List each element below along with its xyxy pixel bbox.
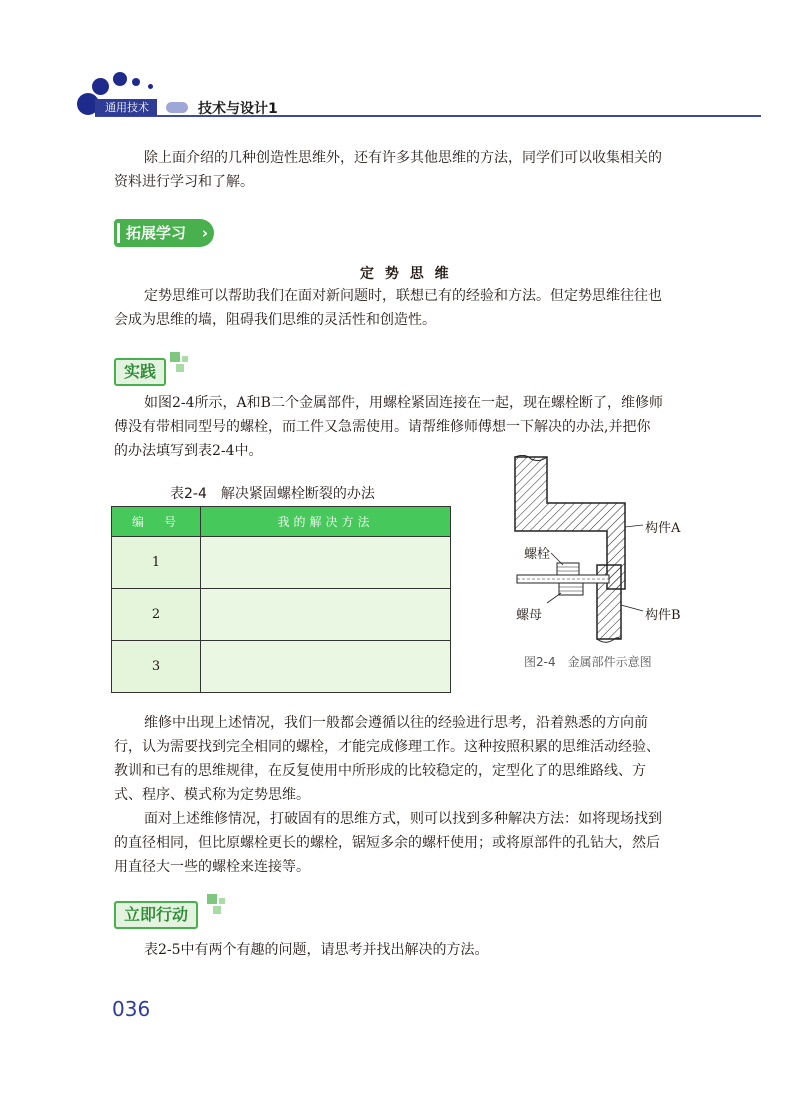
practice-line-1: 如图2-4所示，A和B二个金属部件，用螺栓紧固连接在一起，现在螺栓断了，维修师 (144, 395, 663, 411)
extension-badge (114, 219, 214, 247)
table-cell-answer[interactable] (201, 537, 451, 589)
table-row (112, 589, 451, 641)
table-row (112, 537, 451, 589)
body-line-4: 式、程序、模式称为定势思维。 (114, 787, 310, 803)
table-header-number: 编 号 (112, 507, 201, 537)
figure-caption: 图2-4 金属部件示意图 (524, 655, 652, 669)
chevron-right-icon: › (201, 224, 208, 242)
section-title: 定 势 思 维 (360, 266, 452, 282)
header-title: 技术与设计1 (198, 101, 278, 117)
action-line-1: 表2-5中有两个有趣的问题，请思考并找出解决的方法。 (144, 942, 489, 958)
table-cell-answer[interactable] (201, 589, 451, 641)
nut-shape (559, 583, 583, 595)
label-part-a: 构件A (645, 521, 681, 536)
header-rule (95, 100, 761, 117)
body-line-1: 维修中出现上述情况，我们一般都会遵循以往的经验进行思考，沿着熟悉的方向前 (144, 715, 648, 731)
body-line-3: 教训和已有的思维规律，在反复使用中所形成的比较稳定的，定型化了的思维路线、方 (114, 763, 646, 779)
label-part-b: 构件B (645, 608, 681, 623)
extension-line-2: 会成为思维的墙，阻碍我们思维的灵活性和创造性。 (114, 312, 436, 328)
table-cell-number: 2 (112, 589, 201, 641)
label-bolt: 螺栓 (524, 547, 551, 562)
practice-line-2: 傅没有带相同型号的螺栓，而工件又急需使用。请帮维修师傅想一下解决的办法,并把你 (114, 419, 651, 435)
extension-badge-label: 拓展学习 (126, 224, 187, 242)
table-header-method: 我的解决方法 (201, 507, 451, 537)
action-label: 立即行动 (114, 901, 198, 929)
page-number: 036 (112, 997, 151, 1021)
table-cell-number: 3 (112, 641, 201, 693)
body-line-2: 行，认为需要找到完全相同的螺栓，才能完成修理工作。这种按照积累的思维活动经验、 (114, 739, 660, 755)
extension-line-1: 定势思维可以帮助我们在面对新问题时，联想已有的经验和方法。但定势思维往往也 (144, 288, 662, 304)
table-row (112, 641, 451, 693)
body-line-6: 的直径相同，但比原螺栓更长的螺栓，锯短多余的螺杆使用；或将原部件的孔钻大，然后 (114, 835, 660, 851)
intro-line-2: 资料进行学习和了解。 (114, 174, 254, 190)
intro-line-1: 除上面介绍的几种创造性思维外，还有许多其他思维的方法，同学们可以收集相关的 (144, 150, 662, 166)
table-caption: 表2-4 解决紧固螺栓断裂的办法 (170, 486, 375, 502)
table-cell-answer[interactable] (201, 641, 451, 693)
practice-label: 实践 (114, 358, 166, 386)
practice-line-3: 的办法填写到表2-4中。 (114, 443, 263, 459)
table-cell-number: 1 (112, 537, 201, 589)
solution-table (111, 506, 451, 693)
label-nut: 螺母 (516, 608, 543, 623)
body-line-7: 用直径大一些的螺栓来连接等。 (114, 859, 310, 875)
body-line-5: 面对上述维修情况，打破固有的思维方式，则可以找到多种解决方法：如将现场找到 (144, 811, 662, 827)
header-tag: 通用技术 (95, 99, 157, 116)
header-tag-icon (166, 102, 188, 113)
